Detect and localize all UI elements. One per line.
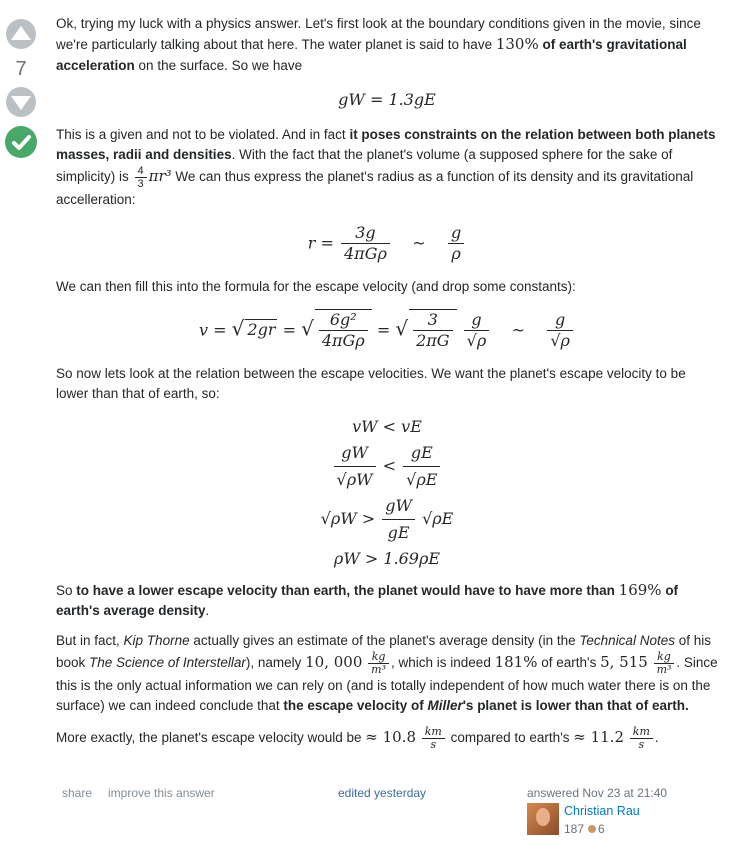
paragraph-7: More exactly, the planet's escape velocity would be ≈ 10.8 $\frac{km}{s}$ compared to earth's ≈ 11.2 $\frac{km}{s}$ . [56,724,659,751]
accepted-answer-badge [5,126,37,158]
checkmark-icon [5,126,37,158]
answer-body [56,14,718,760]
edited-link[interactable]: edited yesterday [338,786,427,800]
paragraph-6: But in fact, Kip Thorne actually gives an estimate of the planet's average density (in the Technical Notes of his book The Science of Interstellar), namely 10, 000 $\frac{kg}{\text{m³}}$ , which is indeed 181% of earth's 5, 515 $\frac{kg}{\text{m³}}$ . Since this is the only actual information we can rely on (and is totally independent of how much water there is on the surface) we can indeed conclude that the escape velocity of Miller's planet is lower than that of earth. [56,632,718,714]
paragraph-4: So now lets look at the relation between the escape velocities. We want the planet's escape velocity to be lower than that of earth, so: [56,365,686,402]
answered-timestamp: answered Nov 23 at 21:40 [527,786,668,800]
paragraph-5: So to have a lower escape velocity than earth, the planet would have to have more than 169% of earth's average density. [56,580,679,619]
vote-count: 7 [15,58,27,80]
user-reputation: 187 6 [564,822,605,836]
equation-gravity: gW = 1.3gE [338,90,436,110]
arrow-up-icon [6,19,36,49]
equation-radius: r = $\frac{3g}{\text{4πGρ}}$ ~ $\frac{g}{\rho}$ [56,223,718,265]
paragraph-2: This is a given and not to be violated. And in fact it poses constraints on the relation between both planets masses, radii and densities. With the fact that the planet's volume (a supposed sphere for the sake of simplicity) is $\frac{4}{3}$ πr³ We can thus express the planet's radius as a function of its density and its gravitational accelleration: [56,126,716,208]
user-card [527,786,727,836]
share-link[interactable]: share [62,786,93,800]
paragraph-1: Ok, trying my luck with a physics answer. Let's first look at the boundary conditions given in the movie, since we're particularly talking about that here. The water planet is said to have 130% of earth's gravitational acceleration on the surface. So we have [56,16,701,73]
equation-escape-velocity: v = √ 2gr = √ $\frac{\text{6g²}}{\text{4πGρ}}$ = √ $\frac{3}{2\pi G}$ $\frac{g}{√\rho}$ ~ $\frac{g}{√\rho}$ [56,309,718,352]
arrow-down-icon [6,87,36,117]
improve-answer-link[interactable]: improve this answer [108,786,215,800]
paragraph-3: We can then fill this into the formula for the escape velocity (and drop some constants): [56,278,576,294]
equation-inequalities: vW < vE $\frac{gW}{√\rho W}$ < $\frac{gE}{√\rho E}$ √ρW > $\frac{gW}{gE}$ √ρE ρW > 1.69ρE [320,416,454,568]
avatar[interactable] [527,803,559,835]
fraction-four-thirds: $\frac{4}{3}$ [135,165,147,190]
downvote-button[interactable] [6,87,36,117]
user-name-link[interactable]: Christian Rau [564,804,640,818]
bronze-badge-icon [588,825,596,833]
upvote-button[interactable] [6,19,36,49]
